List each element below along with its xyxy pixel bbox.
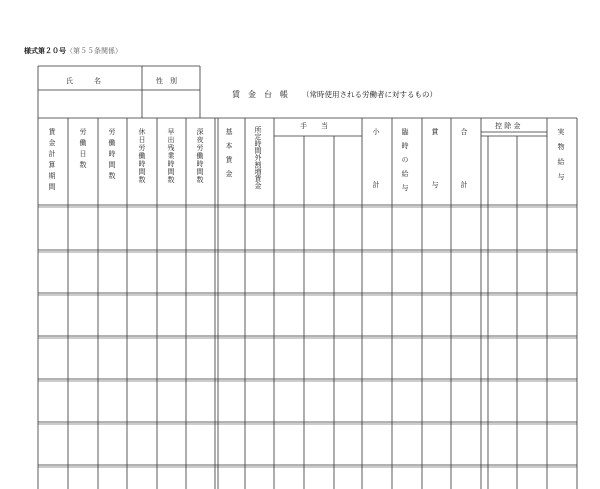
col-header-overtime: 所定時間外割増賃金 (254, 126, 262, 189)
group-header-deduction: 控 除 金 (495, 122, 521, 130)
col-header-early: 早出残業時間数 (167, 128, 175, 184)
group-header-allowance: 手 当 (300, 122, 328, 130)
col-header-days: 労働日数 (79, 128, 87, 172)
col-header-hours: 労働時間数 (108, 128, 116, 183)
form-number-label: 様式第２０号 (24, 47, 66, 55)
col-header-night: 深夜労働時間数 (196, 128, 204, 184)
col-header-bonus: 賞与 (431, 128, 439, 234)
col-header-base: 基本賃金 (225, 128, 233, 184)
col-header-total: 合計 (460, 128, 468, 234)
ledger-title (232, 89, 437, 100)
ledger-subtitle: （常時使用される労働者に対するもの） (302, 90, 437, 99)
name-label: 氏 名 (66, 77, 101, 85)
col-header-holiday: 休日労働時間数 (138, 128, 146, 184)
col-header-net: 実物給与 (557, 128, 565, 188)
sex-label: 性 別 (156, 77, 177, 85)
ledger-title-text: 賃 金 台 帳 (232, 90, 288, 99)
col-header-subtotal: 小計 (372, 128, 380, 234)
form-reference: （第５５条関係） (66, 47, 122, 55)
col-header-period: 賃金計算期間 (48, 128, 56, 194)
col-header-temp: 臨時の給与 (401, 128, 409, 198)
